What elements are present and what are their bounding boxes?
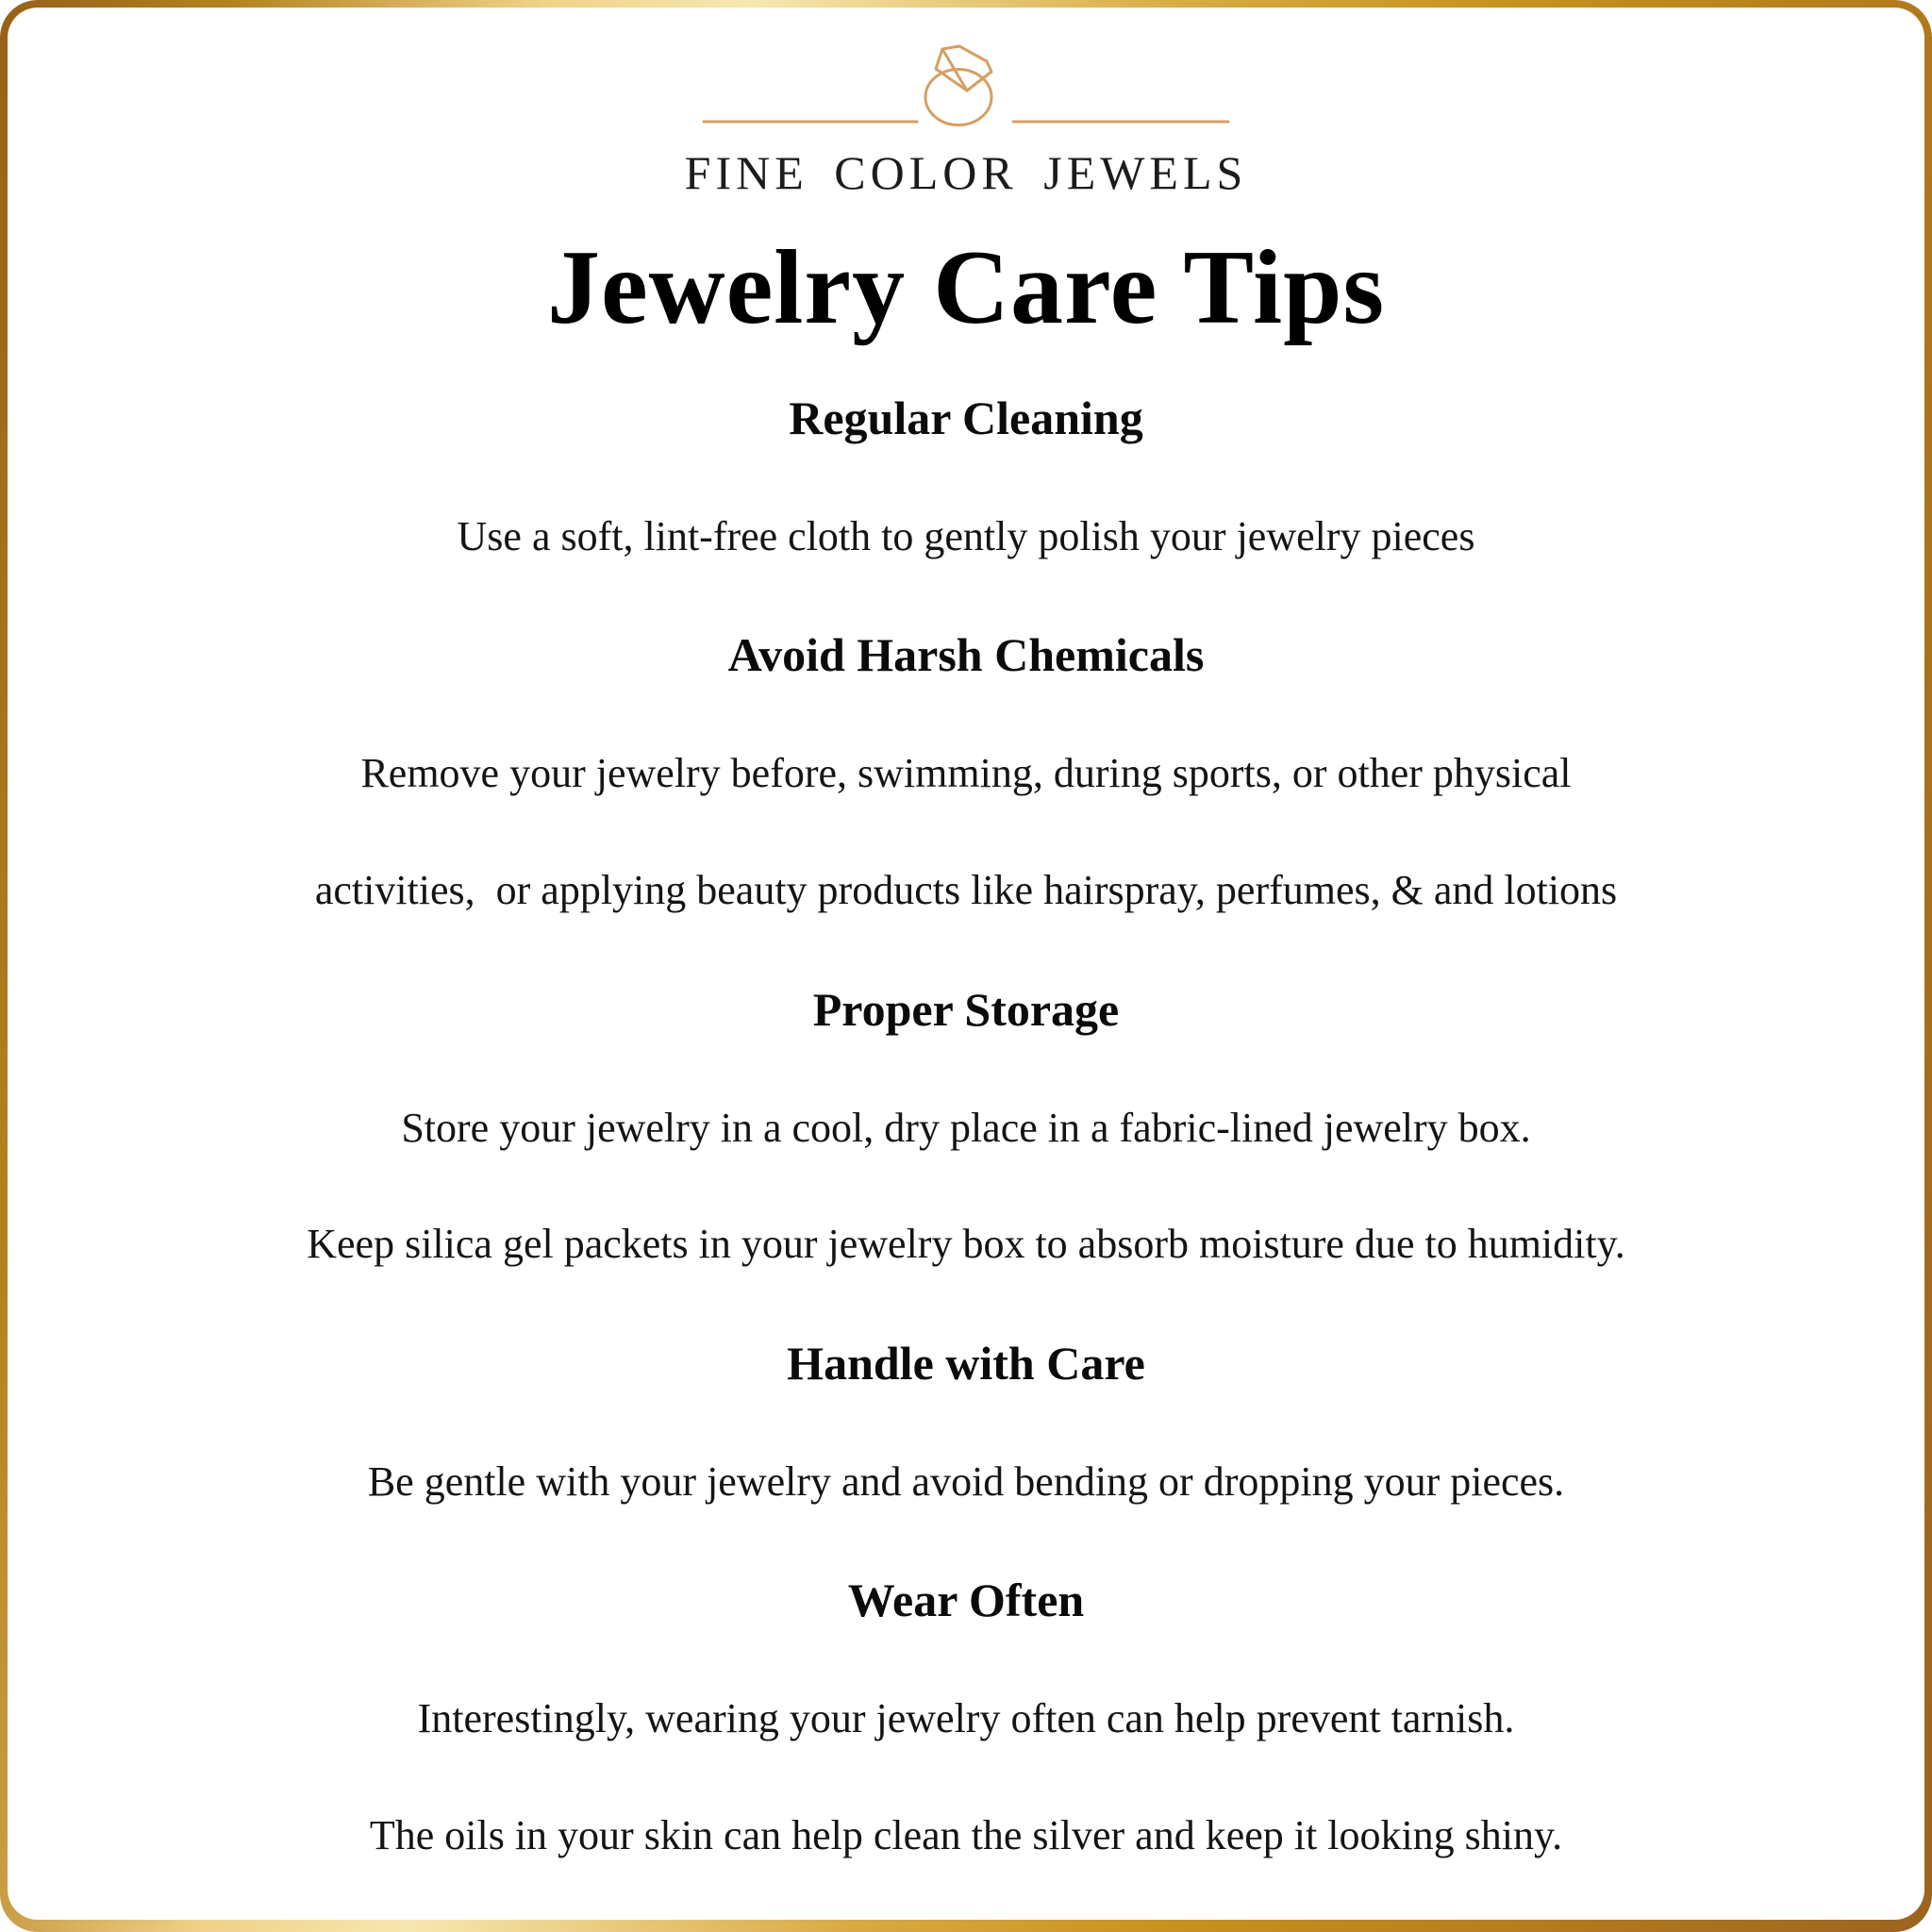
page-title: Jewelry Care Tips	[546, 229, 1386, 346]
section-line: Store your jewelry in a cool, dry place in a fabric-lined jewelry box.	[401, 1104, 1531, 1151]
diamond-ring-icon	[702, 36, 1230, 135]
section-line: Remove your jewelry before, swimming, during sports, or other physical	[360, 750, 1572, 797]
brand-header	[8, 36, 1924, 201]
section-line: Interestingly, wearing your jewelry often can help prevent tarnish.	[417, 1695, 1515, 1742]
care-sections	[8, 392, 1924, 1860]
section-line: Be gentle with your jewelry and avoid bending or dropping your pieces.	[367, 1457, 1565, 1505]
brand-name: FINE COLOR JEWELS	[684, 146, 1248, 199]
jewelry-care-card	[8, 8, 1924, 1920]
section-heading-2: Avoid Harsh Chemicals	[727, 628, 1205, 682]
section-heading-4: Handle with Care	[787, 1336, 1145, 1390]
section-heading-1: Regular Cleaning	[789, 391, 1143, 444]
section-heading-5: Wear Often	[847, 1574, 1085, 1627]
section-line: Use a soft, lint-free cloth to gently polish your jewelry pieces	[457, 512, 1475, 559]
section-line: The oils in your skin can help clean the silver and keep it looking shiny.	[369, 1811, 1563, 1858]
section-heading-3: Proper Storage	[812, 982, 1120, 1036]
section-line: Keep silica gel packets in your jewelry box to absorb moisture due to humidity.	[307, 1221, 1625, 1268]
section-line: activities, or applying beauty products like hairspray, perfumes, & and lotions	[314, 866, 1618, 913]
